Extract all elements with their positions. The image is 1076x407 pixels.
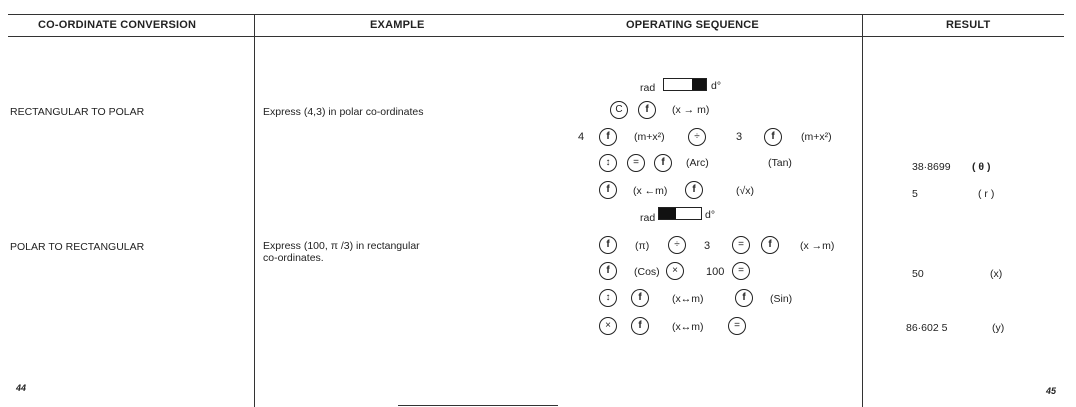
key-equals: =: [732, 236, 750, 254]
key-f: f: [599, 181, 617, 199]
key-f: f: [631, 317, 649, 335]
function-label: (Cos): [634, 266, 660, 278]
digit-entry: 100: [706, 266, 725, 278]
header-sequence: OPERATING SEQUENCE: [626, 19, 759, 31]
key-f: f: [685, 181, 703, 199]
function-label: (m+x²): [801, 131, 832, 143]
function-label: (x↔m): [672, 321, 704, 333]
conversion-label-1: RECTANGULAR TO POLAR: [10, 106, 145, 118]
key-divide: ÷: [668, 236, 686, 254]
bottom-rule: [398, 405, 558, 406]
key-f: f: [761, 236, 779, 254]
function-label: (Tan): [768, 157, 792, 169]
result-value: 5: [912, 188, 918, 200]
digit-entry: 4: [578, 131, 585, 143]
key-f: f: [735, 289, 753, 307]
key-divide: ÷: [688, 128, 706, 146]
header-conversion: CO-ORDINATE CONVERSION: [38, 19, 197, 31]
column-divider-2: [862, 14, 863, 407]
function-label: (Arc): [686, 157, 709, 169]
key-equals: =: [627, 154, 645, 172]
digit-entry: 3: [736, 131, 743, 143]
example-text-2a: Express (100, π /3) in rectangular: [263, 240, 420, 252]
result-value: 50: [912, 268, 924, 280]
header-example: EXAMPLE: [370, 19, 425, 31]
result-label: ( θ ): [972, 161, 991, 173]
result-value: 86·602 5: [906, 322, 948, 334]
key-exchange: ↕: [599, 289, 617, 307]
result-value: 38·8699: [912, 161, 951, 173]
page-number-left: 44: [16, 383, 27, 393]
header-result: RESULT: [946, 19, 991, 31]
angle-mode-switch-2: [658, 207, 702, 220]
example-text-1: Express (4,3) in polar co-ordinates: [263, 106, 424, 118]
conversion-label-2: POLAR TO RECTANGULAR: [10, 241, 145, 253]
key-f: f: [654, 154, 672, 172]
result-label: (y): [992, 322, 1005, 334]
result-label: (x): [990, 268, 1003, 280]
example-text-2b: co-ordinates.: [263, 252, 324, 264]
function-label: (x →m): [800, 240, 835, 252]
function-label: (x → m): [672, 104, 710, 116]
function-label: (π): [635, 240, 650, 252]
key-equals: =: [732, 262, 750, 280]
key-f: f: [631, 289, 649, 307]
angle-mode-switch-1: [663, 78, 707, 91]
key-exchange: ↕: [599, 154, 617, 172]
key-multiply: ×: [666, 262, 684, 280]
function-label: (x ←m): [633, 185, 668, 197]
key-f: f: [599, 236, 617, 254]
page-number-right: 45: [1046, 386, 1057, 396]
function-label: (Sin): [770, 293, 793, 305]
column-divider-1: [254, 14, 255, 407]
key-multiply: ×: [599, 317, 617, 335]
switch-label-rad-2: rad: [640, 212, 656, 224]
switch-label-deg-2: d°: [705, 209, 716, 221]
key-clear: C: [610, 101, 628, 119]
top-rule: [8, 14, 1064, 15]
header-rule: [8, 36, 1064, 37]
result-label: ( r ): [978, 188, 995, 200]
key-f: f: [599, 262, 617, 280]
digit-entry: 3: [704, 240, 711, 252]
key-f: f: [638, 101, 656, 119]
function-label: (m+x²): [634, 131, 665, 143]
switch-label-rad-1: rad: [640, 82, 656, 94]
function-label: (√x): [736, 185, 755, 197]
key-f: f: [764, 128, 782, 146]
switch-label-deg-1: d°: [711, 80, 722, 92]
key-equals: =: [728, 317, 746, 335]
key-f: f: [599, 128, 617, 146]
function-label: (x↔m): [672, 293, 704, 305]
